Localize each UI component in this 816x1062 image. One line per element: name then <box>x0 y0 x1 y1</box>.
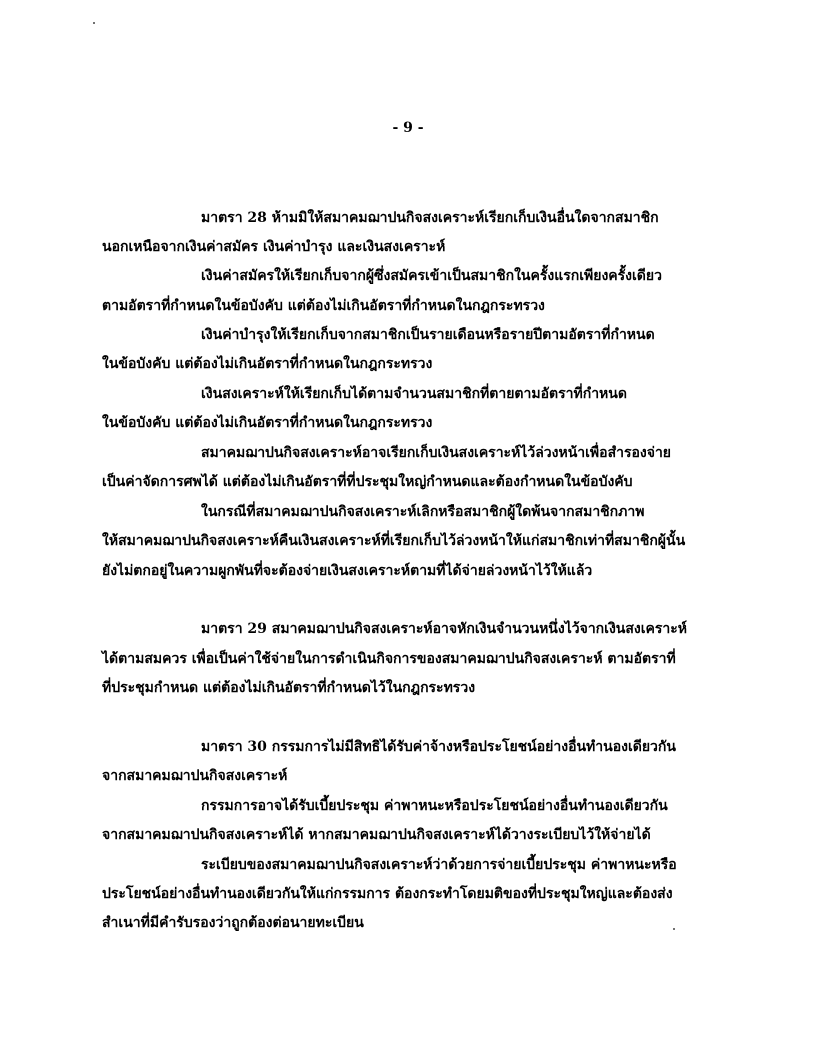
section-28-para-2-line-1: เงินค่าสมัครให้เรียกเก็บจากผู้ซึ่งสมัครเข้าเป็นสมาชิกในครั้งแรกเพียงครั้งเดียว <box>201 268 662 284</box>
section-30-para-3-line-3: สำเนาที่มีคำรับรองว่าถูกต้องต่อนายทะเบียน <box>102 915 364 931</box>
section-29-line-2: ได้ตามสมควร เพื่อเป็นค่าใช้จ่ายในการดำเนินกิจการของสมาคมฌาปนกิจสงเคราะห์ ตามอัตราที่ <box>102 651 676 667</box>
section-28-para-6-line-1: ในกรณีที่สมาคมฌาปนกิจสงเคราะห์เลิกหรือสมาชิกผู้ใดพ้นจากสมาชิกภาพ <box>201 504 645 520</box>
section-28-para-2-line-2: ตามอัตราที่กำหนดในข้อบังคับ แต่ต้องไม่เกินอัตราที่กำหนดในกฎกระทรวง <box>102 298 545 314</box>
section-28-para-4-line-1: เงินสงเคราะห์ให้เรียกเก็บได้ตามจำนวนสมาชิกที่ตายตามอัตราที่กำหนด <box>201 386 627 402</box>
section-28-para-5-line-1: สมาคมฌาปนกิจสงเคราะห์อาจเรียกเก็บเงินสงเคราะห์ไว้ล่วงหน้าเพื่อสำรองจ่าย <box>201 445 672 461</box>
section-28-line-2: นอกเหนือจากเงินค่าสมัคร เงินค่าบำรุง และเงินสงเคราะห์ <box>102 239 446 255</box>
section-30-para-3-line-1: ระเบียบของสมาคมฌาปนกิจสงเคราะห์ว่าด้วยการจ่ายเบี้ยประชุม ค่าพาหนะหรือ <box>201 857 677 873</box>
section-28-para-4-line-2: ในข้อบังคับ แต่ต้องไม่เกินอัตราที่กำหนดในกฎกระทรวง <box>102 415 433 431</box>
section-28-para-5-line-2: เป็นค่าจัดการศพได้ แต่ต้องไม่เกินอัตราที่ที่ประชุมใหญ่กำหนดและต้องกำหนดในข้อบังคับ <box>102 474 633 490</box>
section-30-line-2: จากสมาคมฌาปนกิจสงเคราะห์ <box>102 768 288 784</box>
section-28-para-6-line-2: ให้สมาคมฌาปนกิจสงเคราะห์คืนเงินสงเคราะห์ที่เรียกเก็บไว้ล่วงหน้าให้แก่สมาชิกเท่าที่สมาชิกผู้นั้น <box>102 533 686 549</box>
section-30-para-2-line-2: จากสมาคมฌาปนกิจสงเคราะห์ได้ หากสมาคมฌาปนกิจสงเคราะห์ได้วางระเบียบไว้ให้จ่ายได้ <box>102 827 651 843</box>
section-30-line-1: มาตรา 30 กรรมการไม่มีสิทธิได้รับค่าจ้างหรือประโยชน์อย่างอื่นทำนองเดียวกัน <box>201 739 676 755</box>
page-number: - 9 - <box>392 120 424 136</box>
scan-speck <box>673 928 675 930</box>
scan-speck <box>93 22 95 24</box>
section-29-line-1: มาตรา 29 สมาคมฌาปนกิจสงเคราะห์อาจหักเงินจำนวนหนึ่งไว้จากเงินสงเคราะห์ <box>201 621 688 637</box>
section-30-para-2-line-1: กรรมการอาจได้รับเบี้ยประชุม ค่าพาหนะหรือประโยชน์อย่างอื่นทำนองเดียวกัน <box>201 798 668 814</box>
section-30-para-3-line-2: ประโยชน์อย่างอื่นทำนองเดียวกันให้แก่กรรมการ ต้องกระทำโดยมติของที่ประชุมใหญ่และต้องส่ง <box>102 886 673 902</box>
section-28-para-6-line-3: ยังไม่ตกอยู่ในความผูกพันที่จะต้องจ่ายเงินสงเคราะห์ตามที่ได้จ่ายล่วงหน้าไว้ให้แล้ว <box>102 563 593 579</box>
section-28-para-3-line-2: ในข้อบังคับ แต่ต้องไม่เกินอัตราที่กำหนดในกฎกระทรวง <box>102 356 433 372</box>
section-29-line-3: ที่ประชุมกำหนด แต่ต้องไม่เกินอัตราที่กำหนดไว้ในกฎกระทรวง <box>102 680 476 696</box>
section-28-para-3-line-1: เงินค่าบำรุงให้เรียกเก็บจากสมาชิกเป็นรายเดือนหรือรายปีตามอัตราที่กำหนด <box>201 327 655 343</box>
section-28-line-1: มาตรา 28 ห้ามมิให้สมาคมฌาปนกิจสงเคราะห์เรียกเก็บเงินอื่นใดจากสมาชิก <box>201 210 659 226</box>
